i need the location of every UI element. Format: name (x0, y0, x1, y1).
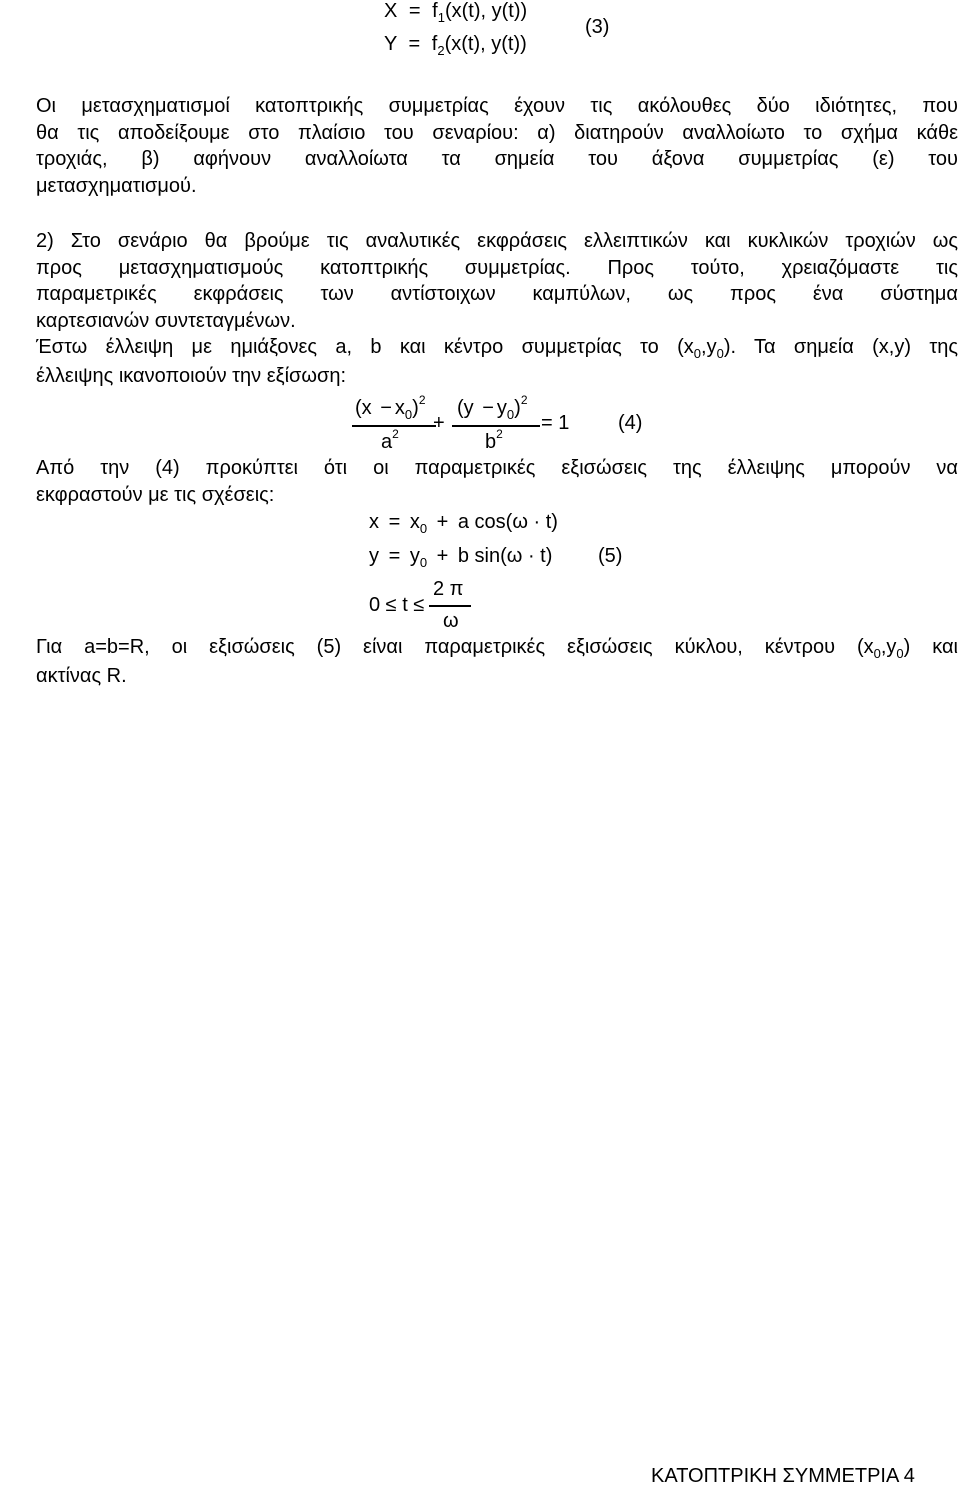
paragraph-line: έλλειψης ικανοποιούν την εξίσωση: (36, 364, 347, 387)
subscript: 0 (873, 646, 881, 661)
superscript: 2 (392, 427, 399, 441)
paragraph-line: Οι μετασχηματισμοί κατοπτρικής συμμετρίας έχουν τις ακόλουθες δύο ιδιότητες, που (36, 95, 958, 117)
eq4-denominator-2 (485, 427, 503, 454)
eq4-text: a (381, 431, 393, 453)
eq3-f1: f (432, 0, 438, 22)
eq3-lhs2: Y (384, 33, 397, 55)
paragraph-line: εκφραστούν με τις σχέσεις: (36, 483, 275, 506)
eq3-f1-sub: 1 (437, 10, 445, 25)
eq5-text: x (409, 511, 420, 533)
subscript: 0 (693, 346, 702, 361)
paragraph-line: Από την (4) προκύπτει ότι οι παραμετρικές εξισώσεις της έλλειψης μπορούν να (36, 457, 958, 479)
subscript: 0 (419, 521, 428, 536)
eq4-text: (x (355, 397, 372, 419)
eq5-text: b sin(ω · t) (457, 545, 553, 567)
eq4-text: y (496, 397, 507, 419)
equation-3-line-2 (384, 33, 527, 56)
eq4-minus: − (380, 397, 392, 419)
text-fragment: ,y (880, 636, 897, 658)
subscript: 0 (506, 407, 515, 422)
eq5-equals: = (388, 511, 401, 533)
paragraph-scenario (36, 228, 958, 389)
eq4-denominator-1 (381, 427, 399, 454)
paragraph-parametric-intro (36, 455, 958, 508)
eq3-f2-sub: 2 (437, 43, 445, 58)
eq5-number: (5) (598, 545, 623, 567)
paragraph-line: τροχιάς, β) αφήνουν αναλλοίωτα τα σημεία του άξονα συμμετρίας (ε) του (36, 148, 958, 170)
paragraph-line: 2) Στο σενάριο θα βρούμε τις αναλυτικές εκφράσεις ελλειπτικών και κυκλικών τροχιών ως (36, 230, 958, 252)
text-fragment: Για a=b=R, οι εξισώσεις (5) είναι παραμετρικές εξισώσεις κύκλου, κέντρου (x (36, 636, 874, 658)
eq4-plus: + (433, 412, 445, 434)
paragraph-line: ακτίνας R. (36, 664, 127, 687)
paragraph-line: μετασχηματισμού. (36, 174, 197, 197)
superscript: 2 (496, 427, 503, 441)
eq5-x-line (369, 511, 558, 534)
eq3-equals-2: = (408, 33, 421, 55)
eq4-numerator-2 (457, 393, 528, 422)
subscript: 0 (716, 346, 724, 361)
equation-3-number: (3) (585, 16, 610, 38)
eq4-numerator-1 (355, 393, 426, 422)
eq5-range-numerator: 2 π (433, 578, 464, 600)
eq3-f2: f (431, 33, 438, 55)
eq3-rhs2: (x(t), y(t)) (444, 33, 527, 55)
text-fragment: ) και (903, 636, 958, 658)
page-footer: ΚΑΤΟΠΤΡΙΚΗ ΣΥΜΜΕΤΡΙΑ 4 (651, 1465, 915, 1487)
eq4-text: b (485, 431, 497, 453)
text-fragment: ,y (701, 336, 717, 358)
paragraph-line: καρτεσιανών συντεταγμένων. (36, 309, 296, 332)
eq3-equals-1: = (408, 0, 421, 22)
eq5-text: x (369, 511, 379, 533)
paragraph-line: θα τις αποδείξουμε στο πλαίσιο του σεναρίου: α) διατηρούν αναλλοίωτο το σχήμα κάθε (36, 121, 958, 144)
text-fragment: Έστω έλλειψη με ημιάξονες a, b και κέντρο συμμετρίας το (x (36, 336, 694, 358)
subscript: 0 (419, 555, 428, 570)
superscript: 2 (520, 393, 528, 407)
eq5-range-fraction-bar (429, 605, 471, 607)
eq3-lhs1: X (384, 0, 398, 22)
eq5-equals: = (388, 545, 401, 567)
eq4-minus: − (482, 397, 494, 419)
eq5-y-line (369, 545, 552, 568)
paragraph-line-ellipse (36, 334, 958, 363)
eq5-plus: + (436, 511, 449, 533)
eq5-text: a cos(ω · t) (457, 511, 558, 533)
eq5-text: y (369, 545, 379, 567)
eq4-equals-one: = 1 (541, 412, 570, 434)
eq5-plus: + (436, 545, 449, 567)
paragraph-line: προς μετασχηματισμούς κατοπτρικής συμμετρίας. Προς τούτο, χρειαζόμαστε τις (36, 256, 958, 279)
eq4-text: (y (457, 397, 474, 419)
eq5-text: y (409, 545, 420, 567)
eq4-text: ) (514, 397, 521, 419)
paragraph-circle (36, 634, 958, 689)
eq5-range-denominator: ω (443, 610, 459, 632)
equation-3-line-1 (384, 0, 527, 23)
eq3-rhs1: (x(t), y(t)) (444, 0, 528, 22)
paragraph-symmetry-properties (36, 93, 958, 199)
eq5-range: 0 ≤ t ≤ (369, 594, 425, 616)
subscript: 0 (896, 646, 904, 661)
paragraph-line: παραμετρικές εκφράσεις των αντίστοιχων καμπύλων, ως προς ένα σύστημα (36, 283, 958, 305)
eq4-text: ) (412, 397, 419, 419)
text-fragment: ). Τα σημεία (x,y) της (723, 336, 958, 358)
superscript: 2 (418, 393, 426, 407)
eq4-number: (4) (618, 412, 643, 434)
subscript: 0 (404, 407, 413, 422)
paragraph-line-circle (36, 634, 958, 663)
eq4-text: x (394, 397, 405, 419)
